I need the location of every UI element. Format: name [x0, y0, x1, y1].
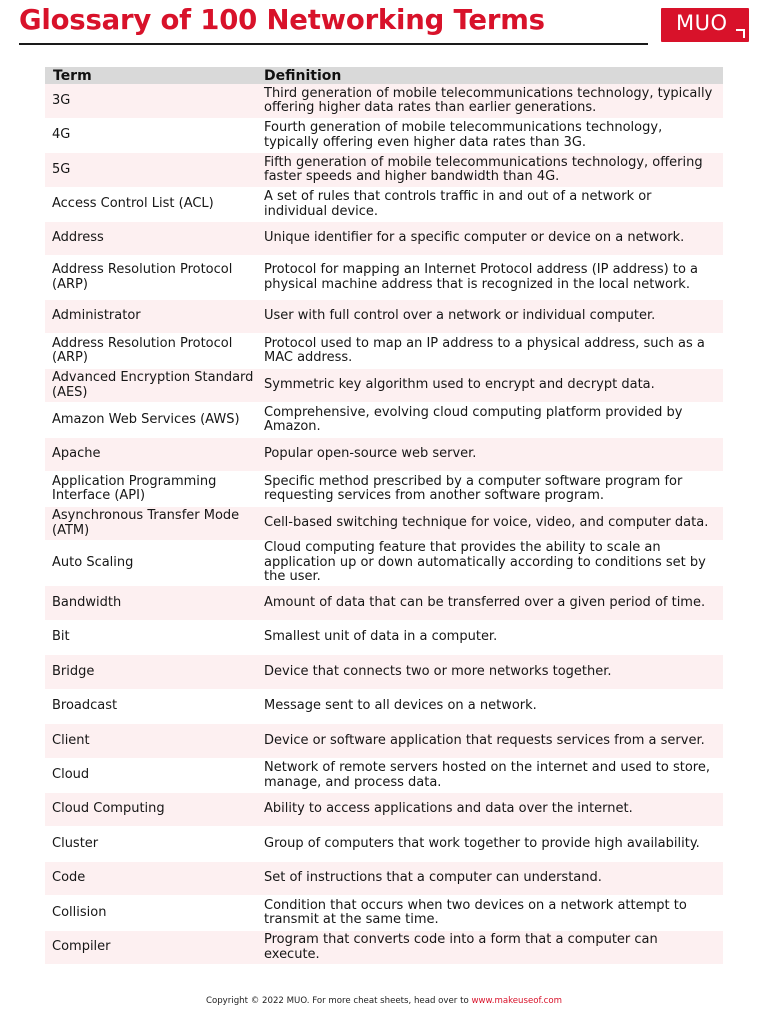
table-row: [45, 438, 723, 472]
table-row: [45, 472, 723, 507]
term-cell: Advanced Encryption Standard (AES): [52, 370, 254, 400]
footer-copyright: Copyright © 2022 MUO. For more cheat sheets, head over to: [205, 996, 472, 1006]
term-cell: Cluster: [52, 835, 99, 851]
table-row: [45, 300, 723, 334]
table-row: [45, 896, 723, 931]
table-row: [45, 119, 723, 153]
definition-cell: Group of computers that work together to provide high availability.: [264, 835, 700, 851]
table-row: [45, 724, 723, 759]
definition-cell: User with full control over a network or individual computer.: [264, 308, 656, 324]
definition-cell: Ability to access applications and data over the internet.: [264, 801, 633, 817]
term-cell: Address Resolution Protocol (ARP): [52, 262, 233, 292]
definition-cell: Cloud computing feature that provides the ability to scale an application up or down automatically according to conditions set by the user.: [264, 540, 706, 585]
table-row: [45, 334, 723, 369]
term-cell: Amazon Web Services (AWS): [52, 411, 240, 427]
definition-cell: Program that converts code into a form that a computer can execute.: [264, 932, 658, 962]
table-row: [45, 931, 723, 965]
term-cell: Access Control List (ACL): [52, 196, 214, 212]
definition-cell: Network of remote servers hosted on the internet and used to store, manage, and process data.: [264, 760, 710, 790]
term-cell: Collision: [52, 904, 107, 920]
definition-cell: Smallest unit of data in a computer.: [264, 629, 498, 645]
table-row: [45, 84, 723, 119]
definition-cell: Specific method prescribed by a computer software program for requesting services from another software program.: [264, 473, 683, 503]
term-cell: Bridge: [52, 663, 95, 679]
table-row: [45, 222, 723, 256]
term-cell: Client: [52, 732, 90, 748]
footer: [0, 996, 768, 1006]
term-cell: Auto Scaling: [52, 554, 134, 570]
table-body: [45, 84, 723, 965]
term-cell: Asynchronous Transfer Mode (ATM): [52, 508, 240, 538]
definition-cell: Unique identifier for a specific computer or device on a network.: [264, 230, 685, 246]
table-row: [45, 621, 723, 655]
term-cell: 3G: [52, 92, 71, 108]
table-row: [45, 369, 723, 403]
term-cell: Cloud: [52, 767, 90, 783]
column-header-term: Term: [53, 67, 92, 84]
definition-cell: Fourth generation of mobile telecommunications technology, typically offering even higher data rates than 3G.: [264, 120, 663, 150]
table-row: [45, 862, 723, 896]
muo-logo: [661, 8, 749, 42]
term-cell: Compiler: [52, 939, 111, 955]
definition-cell: Message sent to all devices on a network.: [264, 698, 537, 714]
definition-cell: A set of rules that controls traffic in and out of a network or individual device.: [264, 189, 652, 219]
table-row: [45, 793, 723, 827]
definition-cell: Cell-based switching technique for voice, video, and computer data.: [264, 515, 709, 531]
table-row: [45, 827, 723, 862]
table-row: [45, 655, 723, 690]
term-cell: Bandwidth: [52, 594, 122, 610]
table-row: [45, 690, 723, 724]
table-row: [45, 256, 723, 300]
footer-link[interactable]: www.makeuseof.com: [471, 996, 563, 1006]
term-cell: Cloud Computing: [52, 801, 165, 817]
term-cell: 4G: [52, 127, 71, 143]
table-row: [45, 759, 723, 793]
header: [0, 0, 768, 48]
table-row: [45, 507, 723, 541]
table-row: [45, 188, 723, 222]
term-cell: Broadcast: [52, 698, 118, 714]
definition-cell: Device or software application that requests services from a server.: [264, 732, 705, 748]
term-cell: Code: [52, 870, 86, 886]
definition-cell: Symmetric key algorithm used to encrypt and decrypt data.: [264, 377, 655, 393]
term-cell: Address: [52, 230, 104, 246]
glossary-table: [45, 67, 723, 965]
table-row: [45, 153, 723, 188]
term-cell: Bit: [52, 629, 70, 645]
table-row: [45, 541, 723, 586]
page-title: Glossary of 100 Networking Terms: [19, 4, 545, 36]
column-header-definition: Definition: [264, 67, 342, 84]
definition-cell: Set of instructions that a computer can understand.: [264, 870, 602, 886]
logo-text: MUO: [676, 11, 728, 35]
term-cell: Administrator: [52, 308, 141, 324]
definition-cell: Device that connects two or more networks together.: [264, 663, 612, 679]
table-row: [45, 403, 723, 438]
definition-cell: Protocol used to map an IP address to a physical address, such as a MAC address.: [264, 335, 705, 365]
term-cell: Apache: [52, 446, 101, 462]
definition-cell: Popular open-source web server.: [264, 446, 477, 462]
term-cell: Application Programming Interface (API): [52, 473, 217, 503]
term-cell: Address Resolution Protocol (ARP): [52, 335, 233, 365]
definition-cell: Fifth generation of mobile telecommunications technology, offering faster speeds and higher bandwidth than 4G.: [264, 154, 703, 184]
term-cell: 5G: [52, 161, 71, 177]
table-row: [45, 586, 723, 621]
definition-cell: Amount of data that can be transferred over a given period of time.: [264, 594, 706, 610]
definition-cell: Third generation of mobile telecommunications technology, typically offering higher data rates than earlier generations.: [264, 85, 713, 115]
table-header: [45, 67, 723, 84]
definition-cell: Condition that occurs when two devices on a network attempt to transmit at the same time.: [264, 897, 687, 927]
logo-corner-mark: [736, 29, 745, 38]
title-divider: [19, 43, 648, 45]
definition-cell: Comprehensive, evolving cloud computing platform provided by Amazon.: [264, 404, 683, 434]
definition-cell: Protocol for mapping an Internet Protocol address (IP address) to a physical machine address that is recognized in the local network.: [264, 262, 699, 292]
